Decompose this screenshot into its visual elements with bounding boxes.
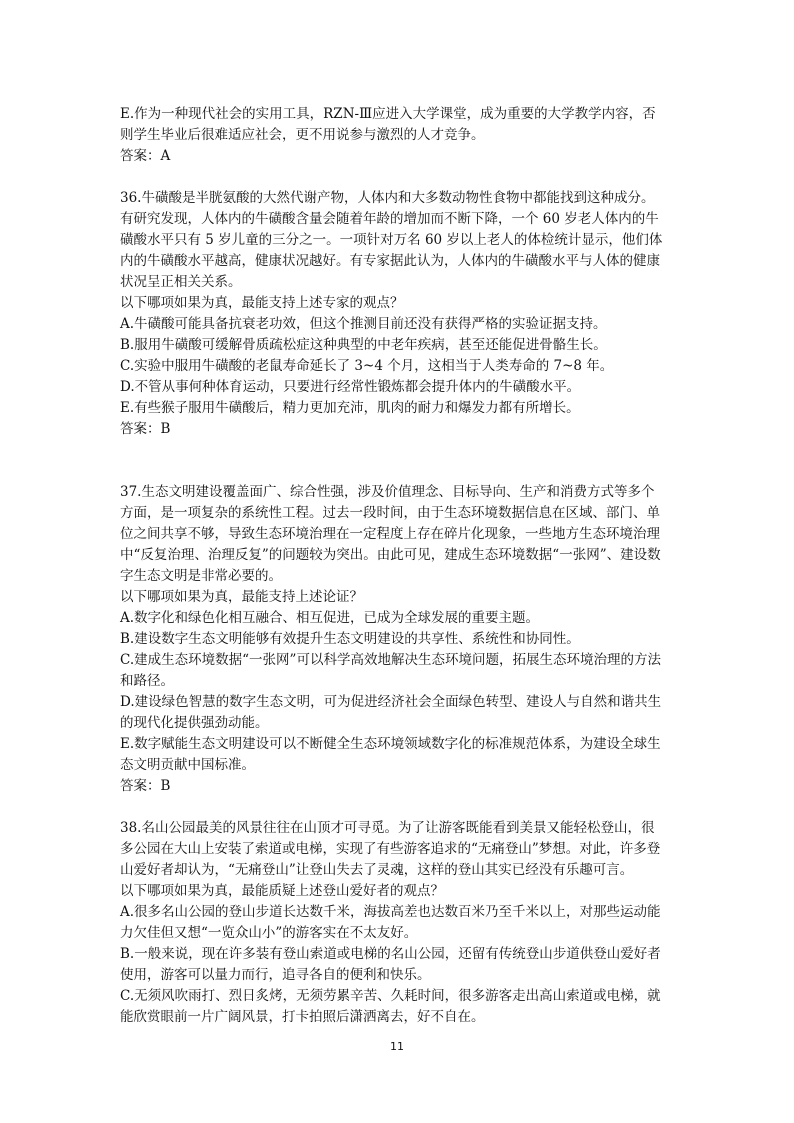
top-fragment	[120, 104, 676, 167]
q37-option-line: A.数字化和绿色化相互融合、相互促进，已成为全球发展的重要主题。	[120, 610, 540, 626]
q36-prompt: 以下哪项如果为真，最能支持上述专家的观点？	[120, 295, 404, 311]
q37-stem-line: 位之间共享不够，导致生态环境治理在一定程度上存在碎片化现象，一些地方生态环境治理	[120, 526, 660, 542]
q37-stem-line: 37.生态文明建设覆盖面广、综合性强，涉及价值理念、目标导向、生产和消费方式等多个	[120, 484, 655, 500]
q37-option-line: 的现代化提供强劲动能。	[120, 715, 269, 731]
q38-option-line: B.一般来说，现在许多装有登山索道或电梯的名山公园，还留有传统登山步道供登山爱好者	[120, 946, 661, 962]
q36-stem-line: 有研究发现，人体内的牛磺酸含量会随着年龄的增加而不断下降，一个 60 岁老人体内的牛	[120, 211, 659, 227]
q37-option-line: B.建设数字生态文明能够有效提升生态文明建设的共享性、系统性和协同性。	[120, 631, 580, 647]
q37-prompt: 以下哪项如果为真，最能支持上述论证？	[120, 589, 363, 605]
question-37	[120, 482, 676, 797]
q38-stem-line: 多公园在大山上安装了索道或电梯，实现了有些游客追求的“无痛登山”梦想。对此，许多登	[120, 841, 661, 857]
q36-option-b: B.服用牛磺酸可缓解骨质疏松症这种典型的中老年疾病，甚至还能促进骨骼生长。	[120, 337, 607, 353]
q36-option-c: C.实验中服用牛磺酸的老鼠寿命延长了 3~4 个月，这相当于人类寿命的 7~8 年。	[120, 358, 614, 374]
q37-stem-line: 中“反复治理、治理反复”的问题较为突出。由此可见，建成生态环境数据“一张网”、建设数	[120, 547, 661, 563]
page-number: 11	[390, 1040, 404, 1053]
q38-option-line: C.无须风吹雨打、烈日炙烤，无须劳累辛苦、久耗时间，很多游客走出高山索道或电梯，就	[120, 988, 661, 1004]
q36-stem-line: 磺酸水平只有 5 岁儿童的三分之一。一项针对万名 60 岁以上老人的体检统计显示，他们体	[120, 232, 663, 248]
q37-answer: 答案：B	[120, 778, 171, 794]
option-e-line-2: 则学生毕业后很难适应社会，更不用说参与激烈的人才竞争。	[120, 127, 485, 143]
q37-option-line: E.数字赋能生态文明建设可以不断健全生态环境领域数字化的标准规范体系，为建设全球生	[120, 736, 661, 752]
answer-prev: 答案：A	[120, 148, 171, 164]
q38-stem-line: 38.名山公园最美的风景往往在山顶才可寻觅。为了让游客既能看到美景又能轻松登山，很	[120, 820, 655, 836]
option-e-line-1: E.作为一种现代社会的实用工具，RZN-Ⅲ应进入大学课堂，成为重要的大学教学内容，否	[120, 106, 656, 122]
q38-option-line: A.很多名山公园的登山步道长达数千米，海拔高差也达数百米乃至千米以上，对那些运动能	[120, 904, 661, 920]
q36-option-d: D.不管从事何种体育运动，只要进行经常性锻炼都会提升体内的牛磺酸水平。	[120, 379, 581, 395]
q36-answer: 答案：B	[120, 421, 171, 437]
q38-option-line: 能欣赏眼前一片广阔风景，打卡拍照后潇洒离去，好不自在。	[120, 1009, 485, 1025]
q36-stem-line: 36.牛磺酸是半胱氨酸的大然代谢产物，人体内和大多数动物性食物中都能找到这种成分。	[120, 190, 655, 206]
question-38	[120, 818, 676, 1028]
q36-stem-line: 状况呈正相关关系。	[120, 274, 242, 290]
q37-option-line: 态文明贡献中国标准。	[120, 757, 255, 773]
document-page	[120, 104, 676, 1028]
q38-prompt: 以下哪项如果为真，最能质疑上述登山爱好者的观点？	[120, 883, 444, 899]
q37-option-line: C.建成生态环境数据“一张网”可以科学高效地解决生态环境问题，拓展生态环境治理的方法	[120, 652, 661, 668]
q36-option-a: A.牛磺酸可能具备抗衰老功效，但这个推测目前还没有获得严格的实验证据支持。	[120, 316, 607, 332]
q37-option-line: D.建设绿色智慧的数字生态文明，可为促进经济社会全面绿色转型、建设人与自然和谐共生	[120, 694, 662, 710]
q38-option-line: 使用，游客可以量力而行，追寻各自的便利和快乐。	[120, 967, 431, 983]
q36-option-e: E.有些猴子服用牛磺酸后，精力更加充沛，肌肉的耐力和爆发力都有所增长。	[120, 400, 580, 416]
q38-option-line: 力欠佳但又想“一览众山小”的游客实在不太友好。	[120, 925, 418, 941]
q36-stem-line: 内的牛磺酸水平越高，健康状况越好。有专家据此认为，人体内的牛磺酸水平与人体的健康	[120, 253, 660, 269]
q37-option-line: 和路径。	[120, 673, 174, 689]
q37-stem-line: 字生态文明是非常必要的。	[120, 568, 282, 584]
question-36	[120, 188, 676, 440]
q37-stem-line: 方面，是一项复杂的系统性工程。过去一段时间，由于生态环境数据信息在区域、部门、单	[120, 505, 660, 521]
q38-stem-line: 山爱好者却认为，“无痛登山”让登山失去了灵魂，这样的登山其实已经没有乐趣可言。	[120, 862, 634, 878]
